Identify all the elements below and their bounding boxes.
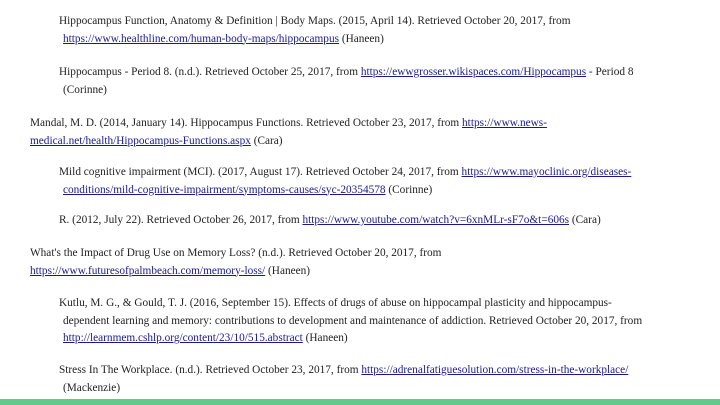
reference-link[interactable]: https://www.mayoclinic.org/diseases- <box>461 166 632 178</box>
reference-link[interactable]: https://www.healthline.com/human-body-maps/hippocampus <box>63 32 339 45</box>
reference-text: R. (2012, July 22). Retrieved October 26, 2017, from <box>59 214 303 226</box>
reference-text: What's the Impact of Drug Use on Memory Loss? (n.d.). Retrieved October 20, 2017, from <box>30 247 442 259</box>
reference-text: Stress In The Workplace. (n.d.). Retrieved October 23, 2017, from <box>59 364 362 376</box>
reference-wikispaces <box>59 64 633 99</box>
reference-text: Kutlu, M. G., & Gould, T. J. (2016, September 15). Effects of drugs of abuse on hippocampal plasticity and hippocampus- <box>59 297 612 309</box>
reference-link[interactable]: http://learnmem.cshlp.org/content/23/10/515.abstract <box>63 332 303 344</box>
reference-text-continued: dependent learning and memory: contributions to development and maintenance of addiction. Retrieved October 20, 2017, from <box>63 314 643 327</box>
reference-futures-palm-beach <box>30 245 441 280</box>
reference-author: (Cara) <box>250 134 283 147</box>
reference-news-medical <box>30 115 547 150</box>
reference-author: (Mackenzie) <box>63 381 121 394</box>
reference-healthline <box>59 13 571 48</box>
reference-author: (Haneen) <box>265 264 311 277</box>
reference-link[interactable]: https://www.youtube.com/watch?v=6xnMLr-sF7o&t=606s <box>302 214 570 226</box>
reference-text: Mild cognitive impairment (MCI). (2017, August 17). Retrieved October 24, 2017, from <box>59 166 462 178</box>
reference-author: (Cara) <box>569 214 601 226</box>
reference-link-continued[interactable]: medical.net/health/Hippocampus-Functions.aspx <box>30 134 251 147</box>
reference-link[interactable]: https://ewwgrosser.wikispaces.com/Hippocampus <box>360 66 587 78</box>
reference-author: (Haneen) <box>302 332 348 344</box>
reference-youtube <box>59 212 601 230</box>
reference-adrenal-fatigue <box>59 362 628 397</box>
reference-author: (Corinne) <box>385 183 433 196</box>
reference-text: Mandal, M. D. (2014, January 14). Hippocampus Functions. Retrieved October 23, 2017, from <box>30 117 463 129</box>
reference-link[interactable]: https://www.news- <box>462 117 547 129</box>
reference-text: Hippocampus Function, Anatomy & Definition | Body Maps. (2015, April 14). Retrieved October 20, 2017, from <box>59 15 571 27</box>
reference-link[interactable]: https://www.futuresofpalmbeach.com/memory-loss/ <box>30 264 266 277</box>
reference-link-continued[interactable]: conditions/mild-cognitive-impairment/symptoms-causes/syc-20354578 <box>63 183 386 196</box>
reference-author: (Corinne) <box>63 83 107 96</box>
reference-learnmem <box>59 295 642 348</box>
reference-text-suffix: - Period 8 <box>586 66 634 78</box>
footer-accent-bar <box>0 399 720 405</box>
reference-author: (Haneen) <box>339 32 384 45</box>
reference-mayoclinic <box>59 164 631 199</box>
reference-link[interactable]: https://adrenalfatiguesolution.com/stress-in-the-workplace/ <box>361 364 629 376</box>
reference-text: Hippocampus - Period 8. (n.d.). Retrieved October 25, 2017, from <box>59 66 361 78</box>
